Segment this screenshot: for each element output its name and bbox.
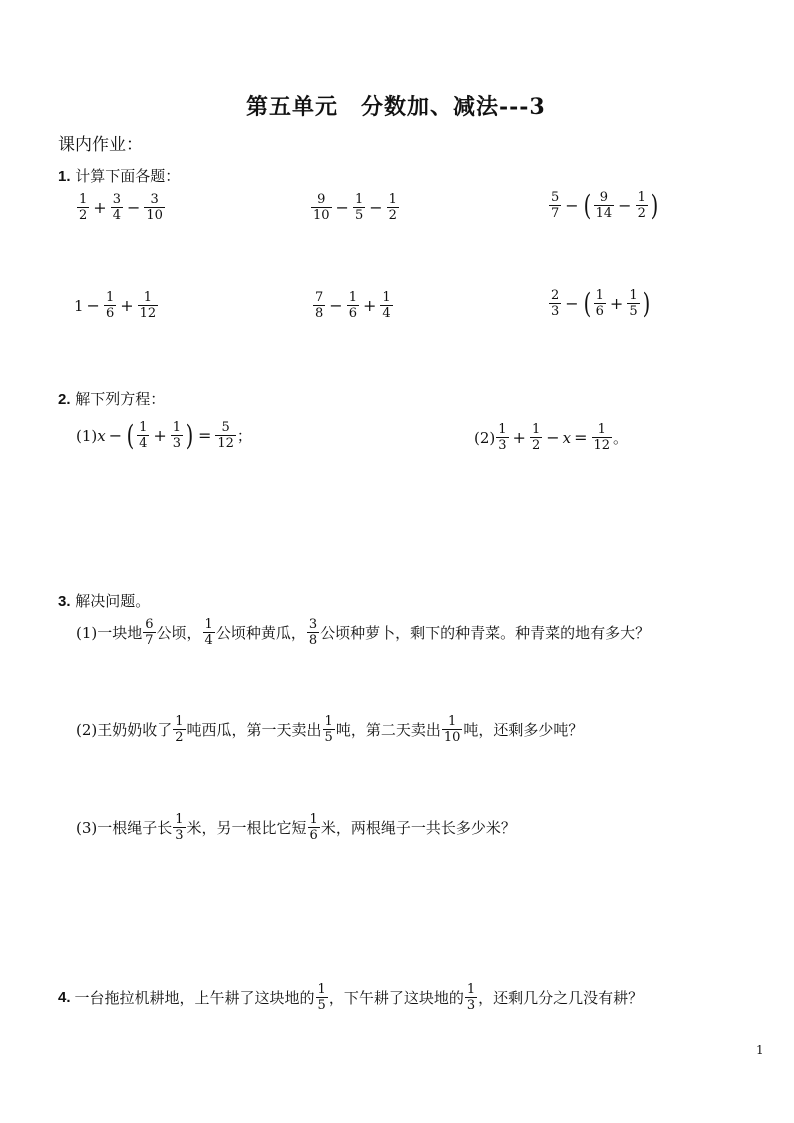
fraction: $\frac{1}{2}$ [175,714,184,745]
fraction: $\frac{1}{5}$ [629,288,638,319]
operator: − [369,198,383,217]
fraction: $\frac{7}{8}$ [315,290,324,321]
problem-text: 公顷种萝卜，剩下的种青菜。种青菜的地有多大？ [320,624,651,642]
section-heading: 课内作业： [58,135,143,155]
problem-text: (3)一根绳子长 [76,819,173,837]
problem-text: (1)一块地 [76,624,143,642]
equals: = [197,426,212,445]
page-title: 第五单元 分数加、减法---3 [246,94,546,120]
variable: x [97,426,106,445]
fraction: $\frac{1}{5}$ [354,192,364,223]
right-paren: ) [185,418,194,452]
operator: + [120,296,134,315]
calc-1a [76,192,166,223]
fraction: $\frac{1}{6}$ [348,290,357,321]
operator: + [153,426,167,445]
fraction: $\frac{1}{3}$ [172,420,182,451]
question-3-heading [58,590,150,611]
left-paren: ( [126,418,135,452]
fraction: $\frac{1}{5}$ [317,982,326,1013]
fraction: $\frac{1}{2}$ [531,422,541,453]
operator: − [329,296,343,315]
operator: − [335,198,349,217]
operator: + [609,294,624,313]
problem-text: ，还剩几分之几没有耕？ [478,989,644,1007]
problem-text: 公顷， [156,624,202,642]
punctuation: 。 [613,429,629,447]
fraction: $\frac{1}{12}$ [593,422,611,453]
right-paren: ) [642,286,650,320]
fraction: $\frac{1}{12}$ [139,290,157,321]
fraction: $\frac{3}{10}$ [146,192,163,223]
problem-text: 米，另一根比它短 [186,819,307,837]
fraction: $\frac{1}{4}$ [204,617,213,648]
question-4-number: 4. [58,989,71,1006]
fraction: $\frac{3}{4}$ [112,192,121,223]
question-4 [58,982,643,1013]
page-number: 1 [756,1043,764,1057]
operator: − [618,196,632,215]
question-1-heading [58,165,180,186]
fraction: $\frac{5}{7}$ [551,190,560,221]
problem-text: 米，两根绳子一共长多少米？ [320,819,516,837]
problem-text: 吨，还剩多少吨？ [463,721,584,739]
operator: − [108,426,123,445]
fraction: $\frac{1}{4}$ [139,420,148,451]
question-3-text: 解决问题。 [75,592,151,610]
right-paren: ) [650,188,659,222]
equation-label: (2) [474,428,496,447]
calc-1b [310,192,400,223]
equation-2 [474,422,628,453]
problem-text: 吨，第二天卖出 [335,721,441,739]
fraction: $\frac{1}{10}$ [443,714,461,745]
fraction: $\frac{2}{3}$ [551,288,560,319]
fraction: $\frac{5}{12}$ [217,420,234,451]
problem-2 [76,714,583,745]
operator: − [565,196,579,215]
operator: − [565,294,579,313]
fraction: $\frac{9}{10}$ [313,192,330,223]
left-paren: ( [583,188,591,222]
whole-number: 1 [74,296,84,315]
fraction: $\frac{1}{6}$ [309,812,318,843]
operator: − [126,198,141,217]
calc-1d [74,290,159,321]
fraction: $\frac{9}{14}$ [595,190,613,221]
fraction: $\frac{1}{3}$ [498,422,507,453]
problem-1 [76,617,650,648]
variable: x [562,428,572,447]
operator: − [86,296,100,315]
problem-text: (2)王奶奶收了 [76,721,173,739]
left-paren: ( [583,286,591,320]
fraction: $\frac{1}{3}$ [175,812,184,843]
problem-text: 公顷种黄瓜， [215,624,306,642]
fraction: $\frac{3}{8}$ [308,617,318,648]
calc-1f [548,288,652,319]
fraction: $\frac{6}{7}$ [145,617,154,648]
fraction: $\frac{1}{5}$ [324,714,333,745]
operator: + [93,198,107,217]
problem-text: 一台拖拉机耕地，上午耕了这块地的 [74,989,315,1007]
calc-1e [312,290,394,321]
question-2-text: 解下列方程： [75,390,166,408]
fraction: $\frac{1}{3}$ [466,982,476,1013]
fraction: $\frac{1}{6}$ [595,288,604,319]
problem-text: ，下午耕了这块地的 [328,989,464,1007]
calc-1c [548,190,660,221]
fraction: $\frac{1}{2}$ [388,192,397,223]
question-1-number: 1. [58,168,71,185]
operator: + [512,428,526,447]
operator: + [362,296,377,315]
equation-label: (1) [76,426,98,445]
fraction: $\frac{1}{4}$ [382,290,391,321]
problem-3 [76,812,516,843]
problem-text: 吨西瓜，第一天卖出 [186,721,322,739]
punctuation: ； [236,427,252,445]
question-2-heading [58,388,165,409]
question-1-text: 计算下面各题： [75,167,181,185]
question-3-number: 3. [58,593,71,610]
equation-1 [76,420,252,451]
fraction: $\frac{1}{2}$ [79,192,88,223]
operator: − [546,428,560,447]
equals: = [574,428,588,447]
fraction: $\frac{1}{2}$ [637,190,646,221]
fraction: $\frac{1}{6}$ [105,290,115,321]
question-2-number: 2. [58,391,71,408]
